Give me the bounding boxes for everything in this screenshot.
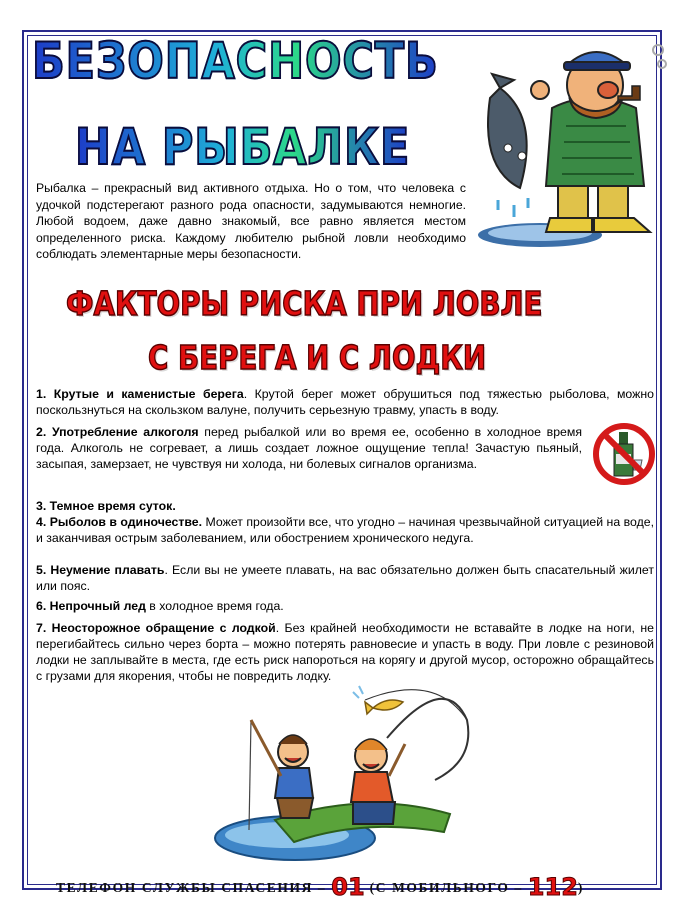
subtitle-line-1: ФАКТОРЫ РИСКА ПРИ ЛОВЛЕ: [66, 284, 543, 323]
list-item-heading: 5. Неумение плавать: [36, 563, 165, 577]
list-item: [36, 620, 654, 684]
subtitle-line-2: С БЕРЕГА И С ЛОДКИ: [148, 338, 487, 377]
page-title-line-2: НА РЫБАЛКЕ: [75, 118, 411, 176]
list-item-heading: 1. Крутые и каменистые берега: [36, 387, 244, 401]
footer-mobile-label: (С МОБИЛЬНОГО –: [369, 880, 523, 895]
kids-fishing-illustration: [205, 680, 485, 865]
fisherman-illustration: [470, 30, 670, 255]
list-item-heading: 2. Употребление алкоголя: [36, 425, 199, 439]
list-item-text: . Если вы не умеете плавать, на вас обязательно должен быть спасательный жилет или пояс.: [36, 563, 654, 593]
list-item: [36, 562, 654, 594]
list-item-heading: 4. Рыболов в одиночестве.: [36, 515, 203, 529]
footer-end: ): [577, 880, 585, 895]
list-item: [36, 424, 582, 472]
list-item: [36, 598, 654, 614]
list-item-heading: 7. Неосторожное обращение с лодкой: [36, 621, 276, 635]
rescue-phone-footer: [56, 873, 584, 901]
page-title-line-1: БЕЗОПАСНОСТЬ: [32, 32, 439, 90]
list-item-text: перед рыбалкой или во время ее, особенно в холодное время года. Алкоголь не согревает, а лишь создает ложное ощущение тепла! Зачастую пьяный, засыпая, замерзает, не чувствуя ни холода, ни болевых сигналов организма.: [36, 425, 582, 471]
list-item-heading: 3. Темное время суток.: [36, 499, 176, 513]
emergency-number-01[interactable]: 01: [331, 873, 365, 901]
list-item-text: Может произойти все, что угодно – начиная чрезвычайной ситуацией на воде, и заканчивая острым заболеванием, или обострением хронического недуга.: [36, 515, 655, 545]
emergency-number-112[interactable]: 112: [527, 873, 578, 901]
list-item: [36, 498, 654, 514]
list-item-heading: 6. Непрочный лед: [36, 599, 146, 613]
list-item: [36, 386, 654, 418]
list-item-text: . Крутой берег может обрушиться под тяжестью рыболова, можно поскользнуться на скользком валуне, получить серьезную травму, упасть в воду.: [36, 387, 654, 417]
list-item: [36, 514, 654, 546]
list-item-text: в холодное время года.: [145, 599, 284, 613]
footer-label: ТЕЛЕФОН СЛУЖБЫ СПАСЕНИЯ –: [56, 880, 327, 895]
no-alcohol-icon: [592, 422, 656, 486]
list-item-text: . Без крайней необходимости не вставайте в лодке на ноги, не перегибайтесь сильно через борта – можно потерять равновесие и упасть в воду. При ловле с резиновой лодки не заплывайте в места, где есть риск напороться на корягу и другой мусор, осторожно обращайтесь с грузами для якорения, чтобы не повредить лодку.: [36, 621, 654, 683]
intro-paragraph: Рыбалка – прекрасный вид активного отдыха. Но о том, что человека с удочкой подстерегают разного рода опасности, задумываются немногие. Любой водоем, даже давно знакомый, все равно является местом определенного риска. Каждому любителю рыбной ловли необходимо соблюдать элементарные меры безопасности.: [36, 181, 466, 261]
